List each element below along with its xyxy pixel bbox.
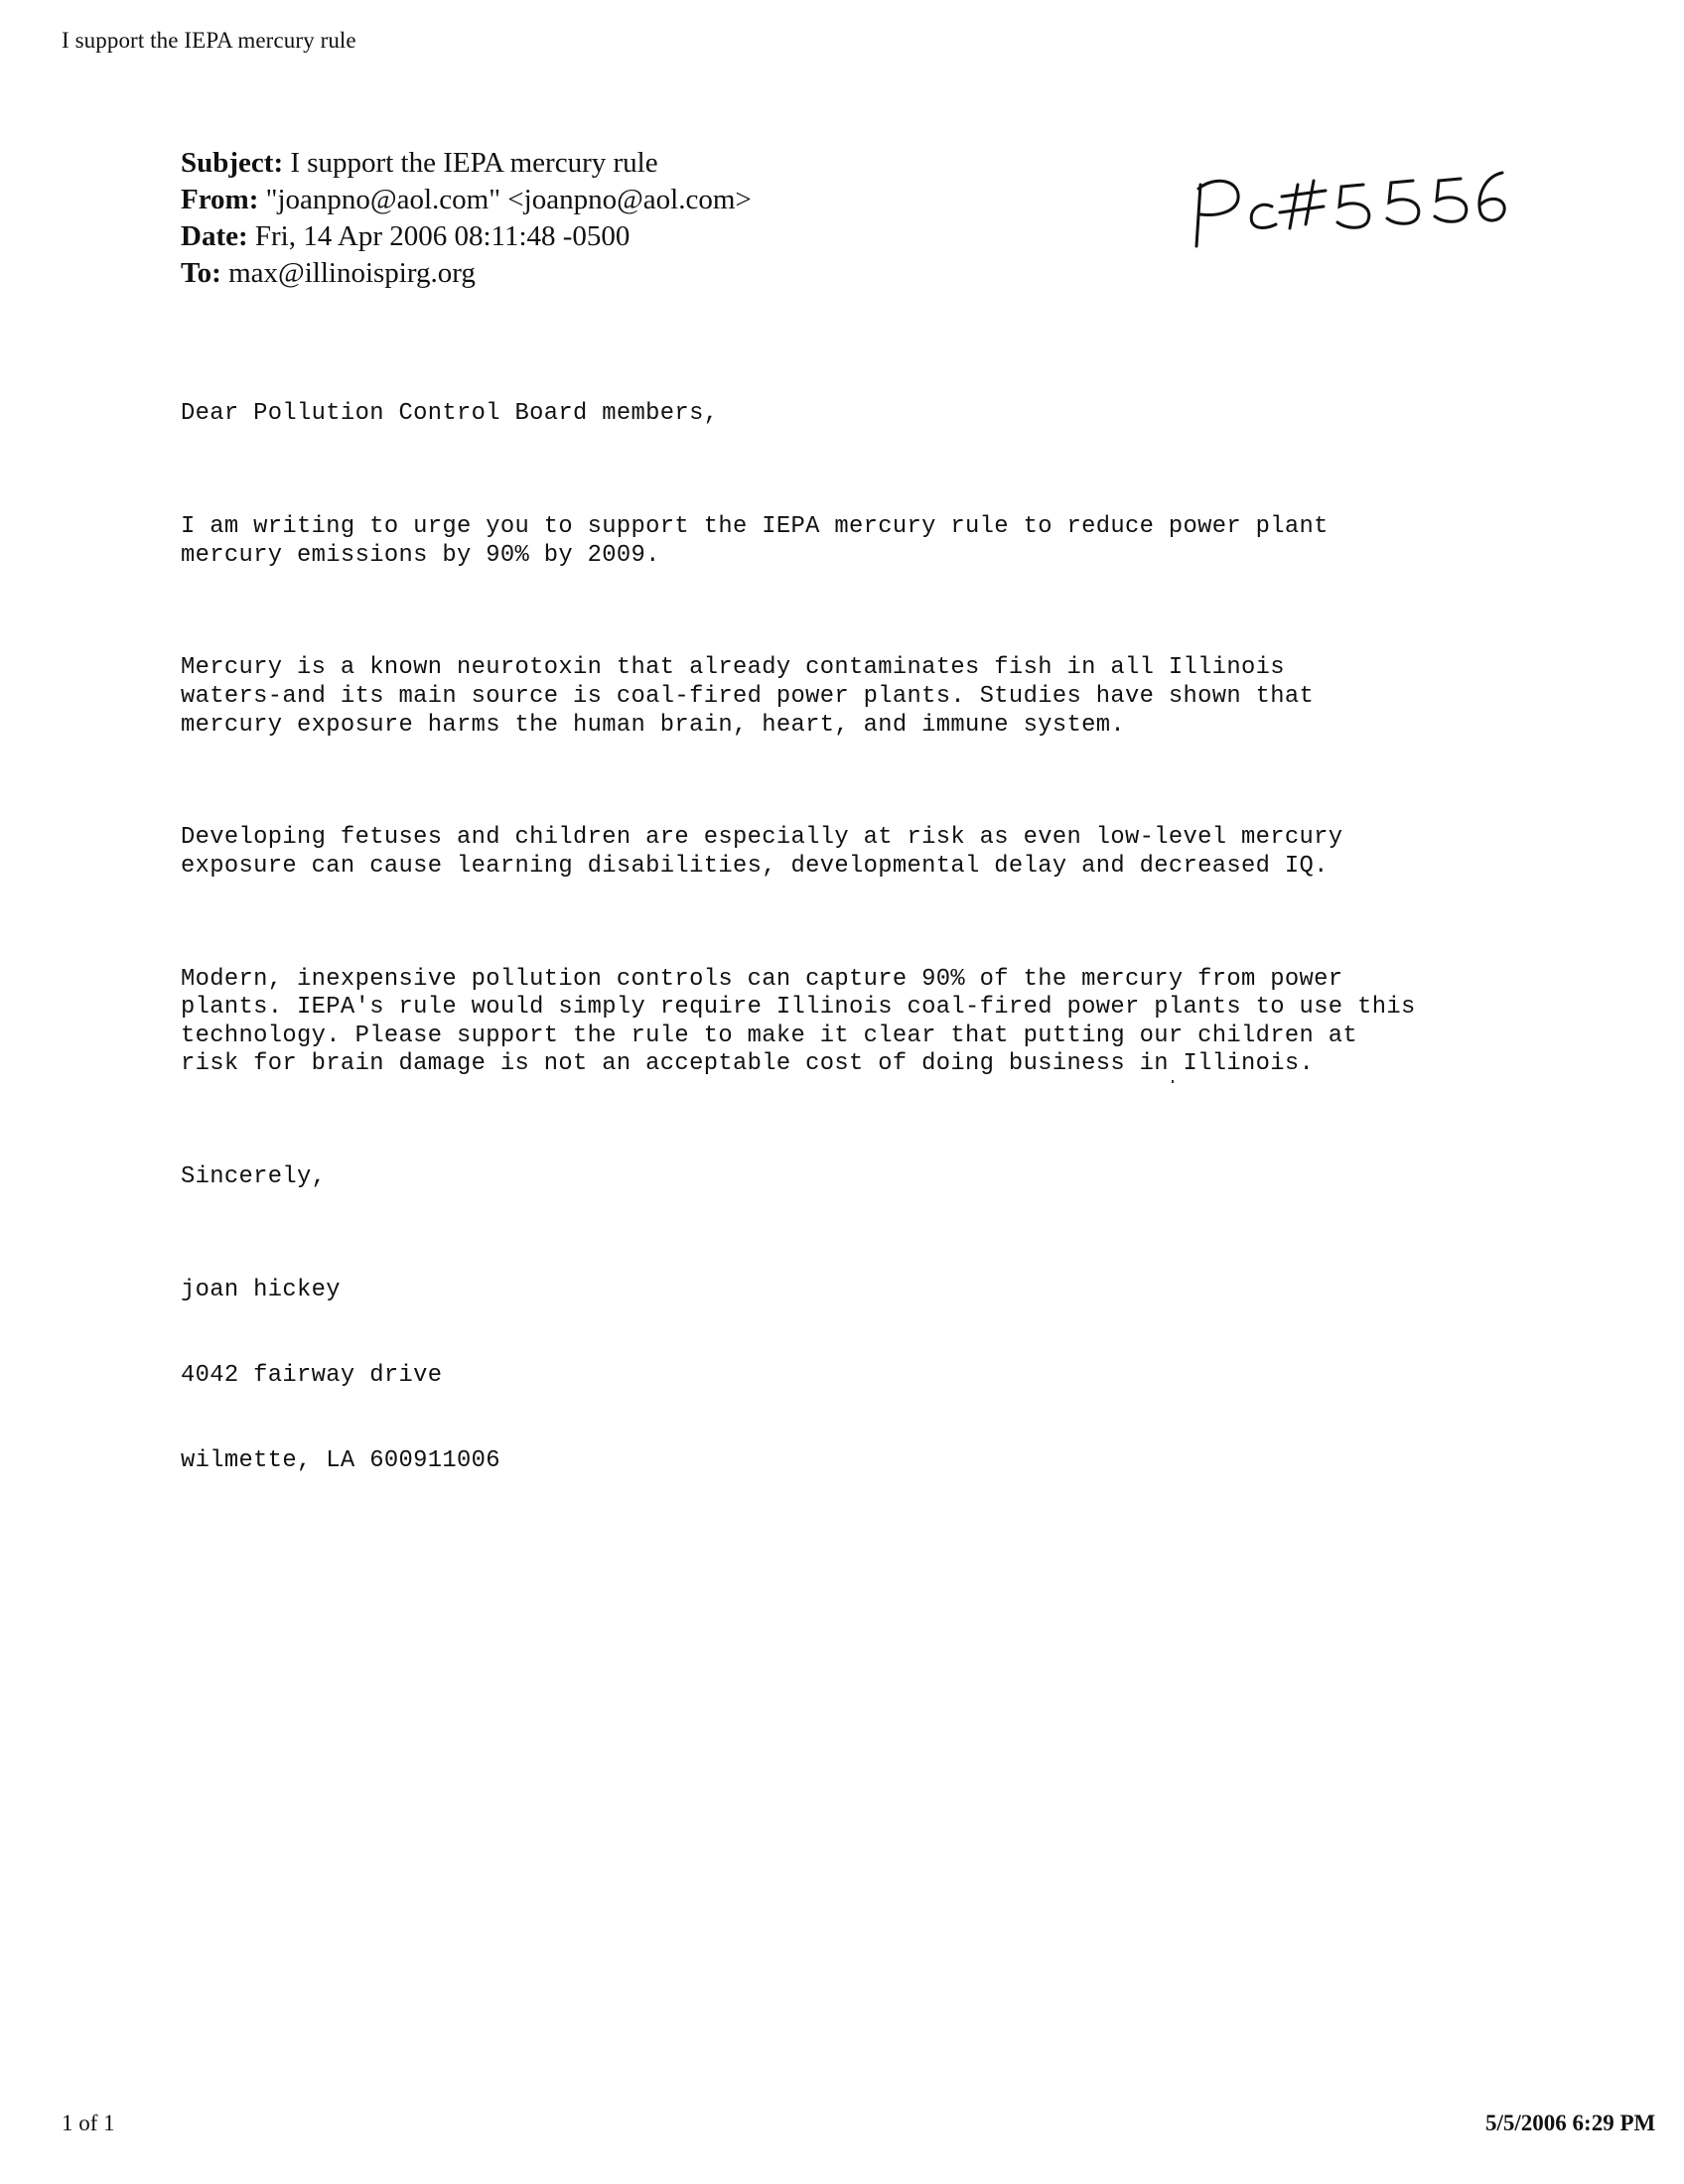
page-count: 1 of 1 [62, 2111, 115, 2135]
from-row [181, 182, 752, 218]
scan-speck [1172, 1080, 1174, 1083]
signature-address: 4042 fairway drive [181, 1361, 443, 1389]
from-label: From: [181, 184, 259, 215]
handwritten-pc-number-stamp [1187, 167, 1524, 266]
to-row [181, 255, 752, 292]
from-value: "joanpno@aol.com" <joanpno@aol.com> [265, 184, 752, 215]
email-body [181, 343, 1591, 1504]
subject-row [181, 145, 752, 182]
email-headers [181, 145, 752, 292]
body-paragraph-4: Modern, inexpensive pollution controls can capture 90% of the mercury from power plants. IEPA's rule would simply require Illinois coal-fired power plants to use this technology. Please support the rule to make it clear that putting our children at risk for brain damage is not an acceptable cost of doing business in Illinois. [181, 965, 1416, 1078]
page-header-title: I support the IEPA mercury rule [62, 28, 356, 53]
signature-name: joan hickey [181, 1277, 341, 1304]
print-timestamp: 5/5/2006 6:29 PM [1485, 2111, 1656, 2135]
subject-value: I support the IEPA mercury rule [290, 147, 658, 179]
to-value: max@illinoispirg.org [228, 257, 476, 289]
to-label: To: [181, 257, 221, 289]
date-label: Date: [181, 220, 248, 252]
date-row [181, 218, 752, 255]
body-paragraph-3: Developing fetuses and children are especially at risk as even low-level mercury exposure can cause learning disabilities, developmental delay and decreased IQ. [181, 824, 1343, 880]
greeting: Dear Pollution Control Board members, [181, 400, 719, 428]
closing: Sincerely, [181, 1163, 327, 1191]
body-paragraph-2: Mercury is a known neurotoxin that already contaminates fish in all Illinois waters-and its main source is coal-fired power plants. Studies have shown that mercury exposure harms the human brain, heart, and immune system. [181, 654, 1315, 739]
body-paragraph-1: I am writing to urge you to support the IEPA mercury rule to reduce power plant mercury emissions by 90% by 2009. [181, 512, 1329, 569]
signature-city: wilmette, LA 600911006 [181, 1446, 500, 1474]
subject-label: Subject: [181, 147, 284, 179]
date-value: Fri, 14 Apr 2006 08:11:48 -0500 [254, 220, 631, 252]
